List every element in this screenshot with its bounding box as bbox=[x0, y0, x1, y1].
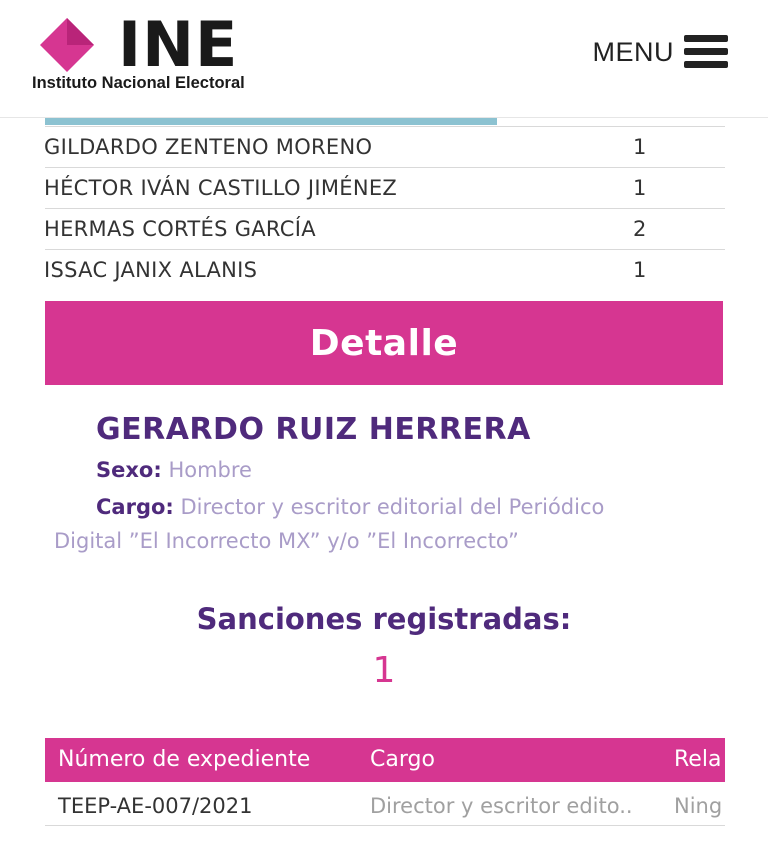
list-item-count: 1 bbox=[633, 258, 647, 282]
cargo-field bbox=[54, 490, 674, 558]
list-item-count: 2 bbox=[633, 217, 647, 241]
logo-subtitle: Instituto Nacional Electoral bbox=[32, 74, 245, 92]
list-item[interactable] bbox=[45, 208, 725, 249]
list-item[interactable] bbox=[45, 126, 725, 167]
table-row[interactable] bbox=[45, 782, 725, 826]
cargo-value: Director y escritor editorial del Periódico Digital ”El Incorrecto MX” y/o ”El Incorrecto” bbox=[54, 495, 605, 553]
horizontal-scrollbar[interactable] bbox=[45, 118, 497, 125]
list-item[interactable] bbox=[45, 249, 725, 290]
list-item-count: 1 bbox=[633, 176, 647, 200]
sanciones-table bbox=[45, 738, 725, 826]
cell-cargo: Director y escritor edito.. bbox=[370, 794, 633, 818]
site-header bbox=[0, 0, 768, 118]
name-list bbox=[45, 126, 725, 290]
sexo-value: Hombre bbox=[168, 458, 252, 482]
cargo-label: Cargo: bbox=[96, 495, 174, 519]
column-header-expediente[interactable]: Número de expediente bbox=[58, 747, 311, 772]
list-item-count: 1 bbox=[633, 135, 647, 159]
menu-label: MENU bbox=[592, 36, 674, 67]
detalle-title: Detalle bbox=[309, 322, 459, 364]
table-header bbox=[45, 738, 725, 782]
list-item-name: ISSAC JANIX ALANIS bbox=[44, 258, 258, 282]
detalle-banner bbox=[45, 301, 723, 385]
ine-logo[interactable] bbox=[32, 8, 287, 94]
person-name: GERARDO RUIZ HERRERA bbox=[96, 412, 531, 447]
sanciones-count: 1 bbox=[372, 650, 396, 691]
sexo-field bbox=[96, 458, 252, 482]
list-item[interactable] bbox=[45, 167, 725, 208]
menu-button[interactable] bbox=[593, 34, 729, 70]
list-item-name: HERMAS CORTÉS GARCÍA bbox=[44, 217, 316, 241]
list-item-name: HÉCTOR IVÁN CASTILLO JIMÉNEZ bbox=[44, 176, 398, 200]
hamburger-icon bbox=[684, 34, 728, 70]
cell-relacion: Ning bbox=[674, 794, 723, 818]
logo-text: INE bbox=[118, 8, 239, 81]
diamond-logo-icon bbox=[38, 16, 96, 74]
sanciones-title: Sanciones registradas: bbox=[196, 602, 572, 636]
sexo-label: Sexo: bbox=[96, 458, 162, 482]
list-item-name: GILDARDO ZENTENO MORENO bbox=[44, 135, 373, 159]
column-header-cargo[interactable]: Cargo bbox=[370, 747, 435, 772]
cell-expediente: TEEP-AE-007/2021 bbox=[58, 794, 253, 818]
column-header-relacion[interactable]: Rela bbox=[674, 747, 722, 772]
